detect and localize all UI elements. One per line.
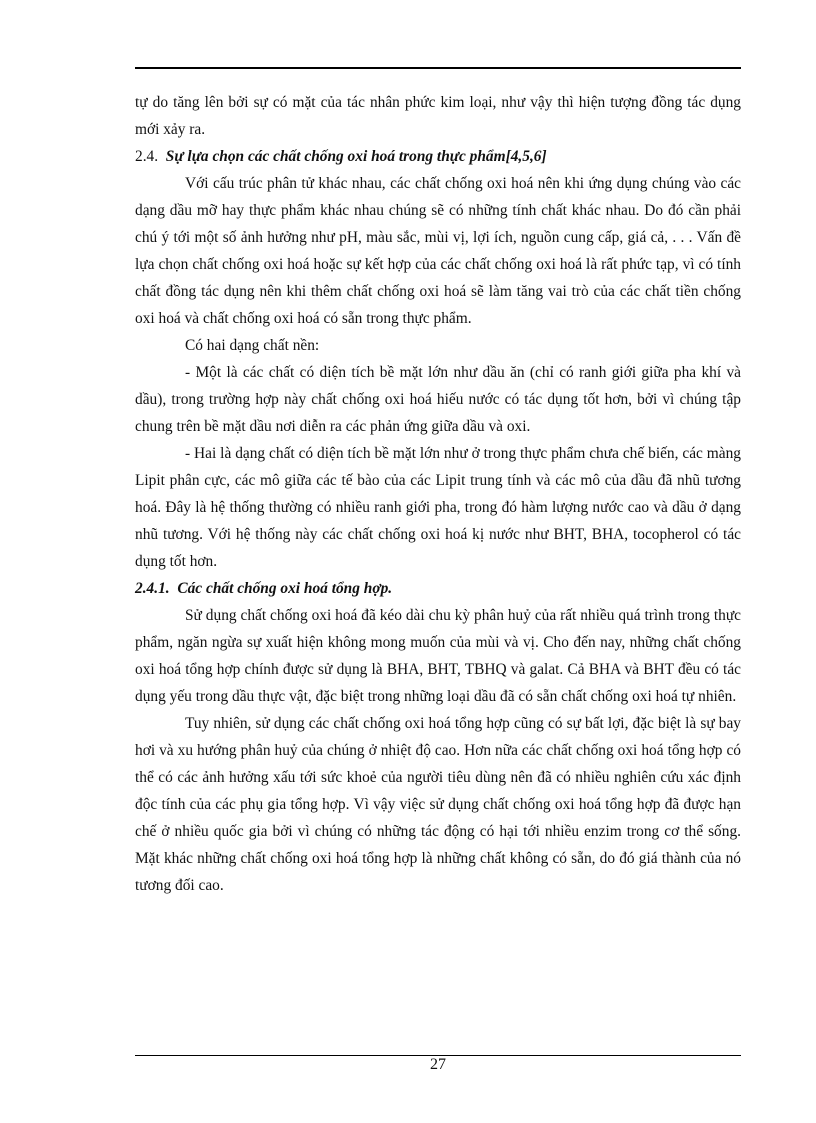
header-rule [135,67,741,69]
section-title: Sự lựa chọn các chất chống oxi hoá trong thực phẩm[4,5,6] [165,148,547,165]
body-paragraph: Có hai dạng chất nền: [185,337,320,354]
body-paragraph: Sử dụng chất chống oxi hoá đã kéo dài chu kỳ phân huỷ của rất nhiều quá trình trong thực phẩm, ngăn ngừa sự xuất hiện không mong muốn của mùi và vị. Cho đến nay, những chất chống oxi hoá tổng hợp chính được sử dụng là BHA, BHT, TBHQ và galat. Cả BHA và BHT đều có tác dụng yếu trong dầu thực vật, đặc biệt trong những loại dầu đã có sẵn chất chống oxi hoá tự nhiên. [135,607,741,705]
body-paragraph: - Hai là dạng chất có diện tích bề mặt lớn như ở trong thực phẩm chưa chế biến, các màng Lipit phân cực, các mô giữa các tế bào của các Lipit trung tính và các mô của dầu đã nhũ tương hoá. Đây là hệ thống thường có nhiều ranh giới pha, trong đó hàm lượng nước cao và dầu ở dạng nhũ tương. Với hệ thống này các chất chống oxi hoá kị nước như BHT, BHA, tocopherol có tác dụng tốt hơn. [135,445,741,570]
subsection-number: 2.4.1. [135,580,170,597]
page-body [135,89,741,899]
subsection-title: Các chất chống oxi hoá tổng hợp. [177,580,393,597]
body-paragraph: - Một là các chất có diện tích bề mặt lớn như dầu ăn (chỉ có ranh giới giữa pha khí và dầu), trong trường hợp này chất chống oxi hoá hiếu nước có tác dụng tốt hơn, bởi vì chúng tập chung trên bề mặt dầu nơi diễn ra các phản ứng giữa dầu và oxi. [135,364,741,435]
intro-paragraph: tự do tăng lên bởi sự có mặt của tác nhân phức kim loại, như vậy thì hiện tượng đồng tác dụng mới xảy ra. [135,94,741,138]
section-heading-2-4 [135,143,741,170]
section-number: 2.4. [135,148,159,165]
body-paragraph: Tuy nhiên, sử dụng các chất chống oxi hoá tổng hợp cũng có sự bất lợi, đặc biệt là sự bay hơi và xu hướng phân huỷ của chúng ở nhiệt độ cao. Hơn nữa các chất chống oxi hoá tổng hợp có thể có các ảnh hưởng xấu tới sức khoẻ của người tiêu dùng nên đã có nhiều nghiên cứu xác định độc tính của các phụ gia tổng hợp. Vì vậy việc sử dụng chất chống oxi hoá tổng hợp đã được hạn chế ở nhiều quốc gia bởi vì chúng có những tác động có hại tới nhiều enzim trong cơ thể sống. Mặt khác những chất chống oxi hoá tổng hợp là những chất không có sẵn, do đó giá thành của nó tương đối cao. [135,715,741,894]
body-paragraph: Với cấu trúc phân tử khác nhau, các chất chống oxi hoá nên khi ứng dụng chúng vào các dạng dầu mỡ hay thực phẩm khác nhau chúng sẽ có những tính chất khác nhau. Do đó cần phải chú ý tới một số ảnh hưởng như pH, màu sắc, mùi vị, lợi ích, nguồn cung cấp, giá cả, . . . Vấn đề lựa chọn chất chống oxi hoá hoặc sự kết hợp của các chất chống oxi hoá là rất phức tạp, vì có tính chất đồng tác dụng nên khi thêm chất chống oxi hoá sẽ làm tăng vai trò của các chất tiền chống oxi hoá và chất chống oxi hoá có sẵn trong thực phẩm. [135,175,741,327]
subsection-heading-2-4-1 [135,575,741,602]
page-number: 27 [430,1056,446,1073]
